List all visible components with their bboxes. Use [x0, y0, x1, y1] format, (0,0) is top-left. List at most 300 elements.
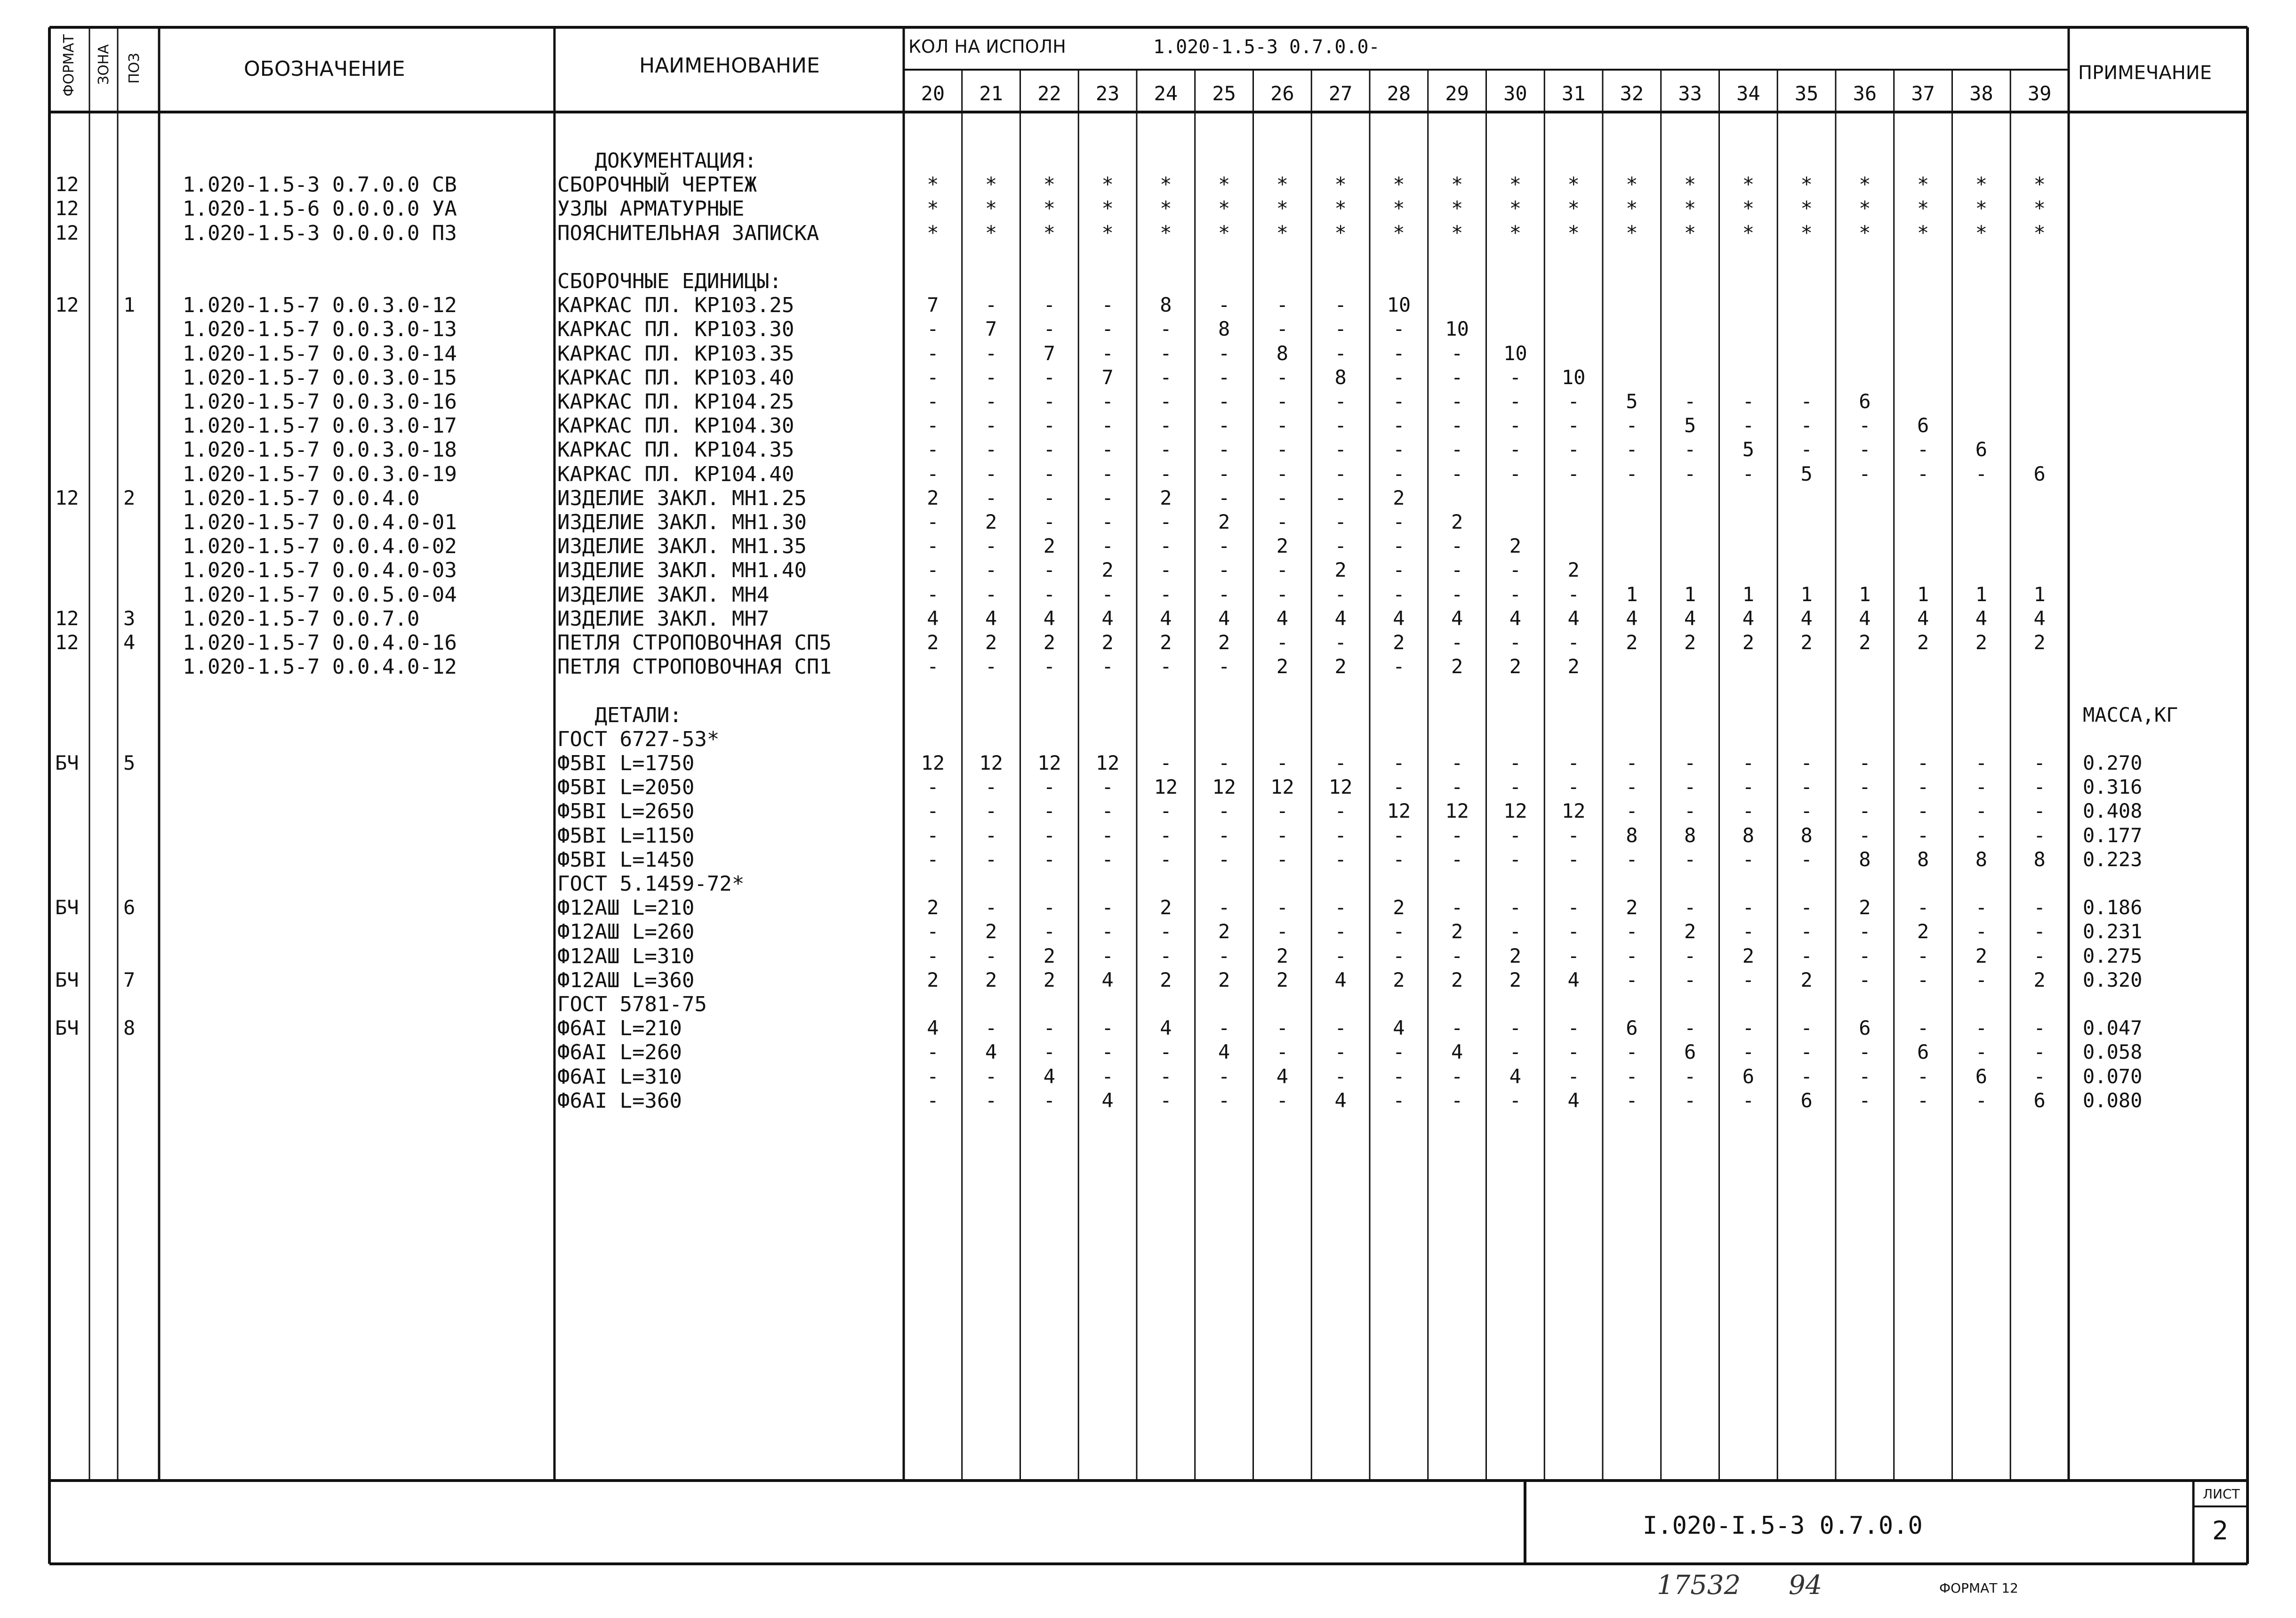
qty-cell: 2: [927, 631, 939, 654]
qty-cell: -: [985, 1088, 997, 1112]
handwritten-number: 17532: [1657, 1570, 1741, 1601]
row-name: СБОРОЧНЫЙ ЧЕРТЕЖ: [557, 173, 757, 197]
row-position: 5: [123, 751, 136, 774]
row-name: Ф12АШ L=210: [557, 896, 695, 920]
qty-cell: *: [1567, 197, 1580, 220]
qty-cell: *: [985, 221, 997, 244]
row-format: 12: [55, 293, 79, 317]
qty-cell: -: [1917, 799, 1929, 823]
row-designation: 1.020-1.5-3 0.0.0.0 ПЗ: [183, 221, 457, 245]
qty-cell: -: [1859, 968, 1871, 991]
qty-cell: 2: [2033, 631, 2046, 654]
row-name: ПОЯСНИТЕЛЬНАЯ ЗАПИСКА: [557, 221, 819, 245]
qty-cell: -: [927, 390, 939, 413]
qty-cell: -: [1509, 631, 1522, 654]
qty-cell: -: [1509, 1040, 1522, 1064]
qty-cell: 4: [1859, 606, 1871, 630]
qty-cell: 2: [1043, 944, 1056, 967]
row-name: Ф5ВI L=1750: [557, 751, 695, 775]
qty-cell: *: [1742, 197, 1755, 220]
qty-cell: -: [1276, 390, 1289, 413]
qty-cell: 2: [1684, 631, 1696, 654]
qty-cell: -: [985, 486, 997, 509]
qty-cell: -: [1276, 799, 1289, 823]
qty-cell: *: [1393, 197, 1405, 220]
variant-header: 24: [1154, 82, 1178, 105]
qty-cell: 2: [1276, 534, 1289, 558]
qty-cell: 2: [1451, 655, 1463, 678]
qty-cell: 2: [1043, 631, 1056, 654]
qty-cell: -: [1101, 462, 1114, 485]
qty-cell: -: [1393, 341, 1405, 365]
row-note: 0.058: [2083, 1040, 2143, 1064]
qty-cell: -: [1218, 341, 1230, 365]
qty-cell: -: [1800, 1040, 1813, 1064]
qty-cell: -: [985, 390, 997, 413]
qty-cell: -: [1509, 775, 1522, 799]
qty-cell: -: [1160, 582, 1172, 606]
qty-cell: 12: [1445, 799, 1469, 823]
qty-cell: -: [1043, 655, 1056, 678]
qty-cell: -: [1043, 775, 1056, 799]
qty-cell: 2: [1334, 558, 1347, 582]
row-designation: 1.020-1.5-7 0.0.3.0-12: [183, 293, 457, 318]
qty-cell: -: [985, 655, 997, 678]
qty-cell: -: [1451, 558, 1463, 582]
qty-cell: -: [1917, 438, 1929, 461]
row-name: КАРКАС ПЛ. КР104.40: [557, 462, 795, 486]
qty-cell: *: [1160, 173, 1172, 196]
qty-cell: -: [1276, 920, 1289, 943]
qty-cell: 10: [1445, 317, 1469, 341]
qty-cell: -: [1043, 486, 1056, 509]
qty-cell: 8: [1917, 847, 1929, 871]
row-position: 6: [123, 896, 136, 919]
row-name: Ф5ВI L=1150: [557, 823, 695, 848]
qty-cell: -: [1509, 847, 1522, 871]
qty-cell: 8: [1800, 823, 1813, 847]
qty-cell: 4: [1975, 606, 1988, 630]
qty-cell: -: [1684, 968, 1696, 991]
qty-cell: -: [1043, 414, 1056, 437]
qty-cell: -: [1509, 920, 1522, 943]
qty-cell: 12: [1328, 775, 1353, 799]
header-zone: ЗОНА: [96, 44, 112, 85]
qty-cell: -: [927, 1064, 939, 1088]
qty-cell: -: [1218, 799, 1230, 823]
qty-cell: -: [1975, 896, 1988, 919]
qty-cell: *: [1218, 221, 1230, 244]
row-designation: 1.020-1.5-7 0.0.4.0-16: [183, 631, 457, 655]
qty-cell: -: [1859, 823, 1871, 847]
qty-cell: 4: [1917, 606, 1929, 630]
qty-cell: -: [1043, 1016, 1056, 1040]
qty-cell: -: [1567, 847, 1580, 871]
qty-cell: -: [1567, 920, 1580, 943]
qty-cell: -: [927, 582, 939, 606]
qty-cell: -: [927, 775, 939, 799]
qty-cell: *: [1626, 197, 1638, 220]
qty-cell: -: [985, 558, 997, 582]
qty-cell: -: [1742, 1016, 1755, 1040]
qty-cell: -: [985, 438, 997, 461]
row-note: 0.080: [2083, 1088, 2143, 1112]
qty-cell: 6: [2033, 1088, 2046, 1112]
qty-cell: -: [1859, 799, 1871, 823]
row-name: ИЗДЕЛИЕ ЗАКЛ. МН7: [557, 606, 770, 631]
qty-cell: *: [1276, 197, 1289, 220]
qty-cell: -: [1917, 1088, 1929, 1112]
qty-cell: -: [985, 365, 997, 389]
row-designation: 1.020-1.5-7 0.0.7.0: [183, 606, 420, 631]
qty-cell: -: [1334, 486, 1347, 509]
qty-cell: *: [1859, 197, 1871, 220]
qty-cell: -: [1276, 414, 1289, 437]
qty-cell: 2: [1626, 896, 1638, 919]
variant-header: 29: [1445, 82, 1469, 105]
qty-cell: -: [1451, 1064, 1463, 1088]
variant-header: 33: [1678, 82, 1702, 105]
qty-cell: *: [1218, 197, 1230, 220]
qty-cell: 2: [1917, 631, 1929, 654]
qty-cell: 1: [2033, 582, 2046, 606]
qty-cell: 6: [1917, 414, 1929, 437]
qty-cell: -: [1975, 823, 1988, 847]
qty-cell: -: [1160, 823, 1172, 847]
qty-cell: -: [1218, 1064, 1230, 1088]
qty-cell: *: [1917, 221, 1929, 244]
row-position: 3: [123, 606, 136, 630]
qty-cell: 8: [1626, 823, 1638, 847]
qty-cell: 4: [1218, 606, 1230, 630]
qty-cell: -: [1334, 293, 1347, 317]
qty-cell: -: [1567, 823, 1580, 847]
qty-cell: -: [1218, 414, 1230, 437]
qty-cell: 5: [1684, 414, 1696, 437]
qty-cell: -: [1684, 751, 1696, 774]
qty-cell: -: [1567, 438, 1580, 461]
qty-cell: *: [1800, 197, 1813, 220]
qty-cell: -: [1160, 1040, 1172, 1064]
sheet-label: ЛИСТ: [2203, 1486, 2240, 1502]
variant-header: 25: [1212, 82, 1236, 105]
row-name: ДОКУМЕНТАЦИЯ:: [557, 149, 757, 173]
qty-cell: *: [2033, 221, 2046, 244]
row-name: Ф6АI L=310: [557, 1064, 682, 1089]
qty-cell: -: [1393, 920, 1405, 943]
qty-cell: *: [1742, 221, 1755, 244]
qty-cell: -: [2033, 751, 2046, 774]
row-format: БЧ: [55, 751, 79, 774]
row-note: 0.408: [2083, 799, 2143, 823]
row-name: ГОСТ 5.1459-72*: [557, 872, 745, 896]
qty-cell: *: [1451, 173, 1463, 196]
qty-cell: -: [1451, 847, 1463, 871]
row-name: ДЕТАЛИ:: [557, 703, 682, 727]
qty-cell: 10: [1503, 341, 1527, 365]
row-name: Ф6АI L=260: [557, 1040, 682, 1065]
qty-cell: 4: [1451, 606, 1463, 630]
qty-cell: -: [1393, 510, 1405, 533]
qty-cell: *: [1160, 197, 1172, 220]
qty-cell: -: [1393, 1064, 1405, 1088]
row-format: БЧ: [55, 1016, 79, 1040]
qty-cell: 12: [979, 751, 1003, 774]
qty-cell: -: [1218, 582, 1230, 606]
qty-cell: 6: [1859, 1016, 1871, 1040]
variant-header: 23: [1095, 82, 1120, 105]
row-name: ГОСТ 5781-75: [557, 992, 707, 1016]
qty-cell: -: [1626, 775, 1638, 799]
qty-cell: *: [1043, 197, 1056, 220]
qty-cell: 4: [1101, 968, 1114, 991]
qty-cell: -: [985, 1064, 997, 1088]
qty-cell: -: [1626, 1064, 1638, 1088]
row-name: КАРКАС ПЛ. КР104.25: [557, 390, 795, 414]
qty-cell: -: [1626, 462, 1638, 485]
qty-cell: 2: [1160, 968, 1172, 991]
qty-cell: 2: [1218, 968, 1230, 991]
qty-cell: 12: [1154, 775, 1178, 799]
qty-cell: -: [1800, 920, 1813, 943]
qty-cell: -: [1101, 317, 1114, 341]
qty-cell: *: [1101, 173, 1114, 196]
row-name: СБОРОЧНЫЕ ЕДИНИЦЫ:: [557, 269, 782, 293]
qty-cell: -: [1393, 823, 1405, 847]
qty-cell: 4: [1218, 1040, 1230, 1064]
qty-cell: 5: [1626, 390, 1638, 413]
qty-cell: -: [1626, 414, 1638, 437]
qty-cell: -: [985, 1016, 997, 1040]
qty-cell: 6: [1859, 390, 1871, 413]
header-designation: ОБОЗНАЧЕНИЕ: [244, 57, 405, 81]
qty-cell: -: [1917, 1064, 1929, 1088]
qty-cell: -: [1393, 582, 1405, 606]
variant-header: 39: [2027, 82, 2052, 105]
qty-cell: *: [1334, 173, 1347, 196]
qty-cell: -: [1626, 968, 1638, 991]
header-pos: ПОЗ: [126, 53, 143, 84]
qty-cell: 4: [2033, 606, 2046, 630]
qty-cell: -: [2033, 1040, 2046, 1064]
qty-cell: -: [1101, 414, 1114, 437]
qty-cell: -: [1451, 1016, 1463, 1040]
row-name: КАРКАС ПЛ. КР103.40: [557, 365, 795, 390]
qty-cell: -: [927, 438, 939, 461]
qty-cell: -: [1626, 438, 1638, 461]
qty-cell: *: [927, 221, 939, 244]
row-name: Ф12АШ L=360: [557, 968, 695, 992]
format-note: ФОРМАТ 12: [1939, 1580, 2018, 1596]
qty-cell: -: [1393, 534, 1405, 558]
qty-cell: -: [1684, 775, 1696, 799]
qty-cell: -: [1218, 896, 1230, 919]
qty-cell: 8: [1742, 823, 1755, 847]
qty-cell: 6: [2033, 462, 2046, 485]
row-position: 7: [123, 968, 136, 991]
qty-cell: 4: [1334, 1088, 1347, 1112]
qty-cell: -: [1975, 751, 1988, 774]
qty-cell: -: [1393, 438, 1405, 461]
variant-header: 30: [1503, 82, 1527, 105]
qty-cell: -: [1101, 341, 1114, 365]
qty-cell: 2: [1509, 968, 1522, 991]
row-position: 8: [123, 1016, 136, 1040]
qty-cell: -: [1276, 582, 1289, 606]
qty-cell: -: [1334, 1064, 1347, 1088]
qty-cell: *: [1742, 173, 1755, 196]
qty-cell: -: [1742, 1088, 1755, 1112]
qty-cell: 2: [1975, 631, 1988, 654]
qty-cell: -: [1218, 655, 1230, 678]
qty-cell: -: [1626, 920, 1638, 943]
qty-cell: -: [1626, 799, 1638, 823]
qty-cell: 7: [1043, 341, 1056, 365]
qty-cell: 12: [1212, 775, 1236, 799]
qty-cell: -: [1043, 823, 1056, 847]
row-position: 1: [123, 293, 136, 317]
header-note: ПРИМЕЧАНИЕ: [2078, 62, 2212, 84]
qty-cell: -: [1276, 462, 1289, 485]
qty-cell: *: [1451, 197, 1463, 220]
qty-cell: -: [1509, 1088, 1522, 1112]
qty-cell: 8: [1218, 317, 1230, 341]
qty-cell: 2: [1160, 896, 1172, 919]
qty-cell: -: [927, 920, 939, 943]
qty-cell: 2: [1567, 655, 1580, 678]
qty-cell: -: [1975, 1040, 1988, 1064]
qty-cell: *: [927, 173, 939, 196]
qty-cell: -: [1276, 751, 1289, 774]
qty-cell: -: [1451, 823, 1463, 847]
qty-cell: -: [1509, 1016, 1522, 1040]
row-designation: 1.020-1.5-7 0.0.3.0-17: [183, 414, 457, 438]
qty-cell: -: [1334, 414, 1347, 437]
qty-cell: -: [1626, 847, 1638, 871]
row-format: 12: [55, 631, 79, 654]
variant-header: 35: [1794, 82, 1819, 105]
qty-cell: -: [1509, 558, 1522, 582]
qty-cell: 8: [2033, 847, 2046, 871]
qty-cell: -: [1334, 847, 1347, 871]
qty-cell: *: [1684, 221, 1696, 244]
qty-cell: 2: [2033, 968, 2046, 991]
qty-cell: -: [1742, 751, 1755, 774]
qty-cell: -: [927, 558, 939, 582]
qty-cell: 4: [1043, 1064, 1056, 1088]
qty-cell: -: [1742, 920, 1755, 943]
qty-cell: -: [1975, 799, 1988, 823]
qty-cell: -: [1276, 486, 1289, 509]
qty-cell: -: [1101, 1040, 1114, 1064]
qty-cell: -: [1334, 462, 1347, 485]
qty-cell: -: [1101, 655, 1114, 678]
qty-cell: 2: [1218, 631, 1230, 654]
qty-cell: -: [1742, 414, 1755, 437]
qty-cell: 6: [1800, 1088, 1813, 1112]
qty-cell: -: [1684, 462, 1696, 485]
qty-cell: -: [1684, 1016, 1696, 1040]
qty-cell: 2: [1043, 968, 1056, 991]
qty-cell: 2: [1742, 631, 1755, 654]
qty-cell: -: [1975, 462, 1988, 485]
qty-cell: *: [1859, 173, 1871, 196]
row-format: 12: [55, 173, 79, 196]
qty-cell: -: [1334, 631, 1347, 654]
variant-header: 22: [1037, 82, 1061, 105]
qty-cell: -: [1451, 414, 1463, 437]
qty-cell: 2: [1684, 920, 1696, 943]
row-name: ИЗДЕЛИЕ ЗАКЛ. МН4: [557, 582, 770, 607]
qty-cell: 4: [1742, 606, 1755, 630]
variant-header: 27: [1328, 82, 1353, 105]
qty-cell: -: [985, 823, 997, 847]
row-designation: 1.020-1.5-7 0.0.5.0-04: [183, 582, 457, 607]
qty-cell: -: [1160, 847, 1172, 871]
row-designation: 1.020-1.5-7 0.0.3.0-18: [183, 438, 457, 462]
qty-cell: -: [927, 1088, 939, 1112]
qty-cell: 12: [1503, 799, 1527, 823]
qty-cell: -: [1160, 799, 1172, 823]
qty-cell: -: [1160, 510, 1172, 533]
qty-cell: -: [1859, 1088, 1871, 1112]
row-designation: 1.020-1.5-7 0.0.4.0-01: [183, 510, 457, 534]
qty-cell: 6: [1742, 1064, 1755, 1088]
row-note: 0.275: [2083, 944, 2143, 967]
qty-cell: -: [1975, 1088, 1988, 1112]
qty-cell: 2: [927, 896, 939, 919]
row-name: Ф6АI L=210: [557, 1016, 682, 1041]
qty-cell: -: [1160, 1064, 1172, 1088]
qty-cell: 12: [1095, 751, 1120, 774]
qty-cell: -: [1334, 534, 1347, 558]
qty-cell: -: [1276, 847, 1289, 871]
qty-cell: -: [927, 414, 939, 437]
qty-cell: -: [1859, 1040, 1871, 1064]
qty-cell: -: [1626, 751, 1638, 774]
qty-cell: -: [1742, 968, 1755, 991]
qty-cell: 2: [1800, 631, 1813, 654]
qty-cell: -: [1917, 944, 1929, 967]
qty-cell: -: [927, 799, 939, 823]
qty-cell: -: [1043, 582, 1056, 606]
qty-cell: 4: [1509, 606, 1522, 630]
qty-cell: *: [1567, 173, 1580, 196]
qty-cell: -: [1975, 920, 1988, 943]
qty-cell: -: [1101, 896, 1114, 919]
qty-cell: -: [1043, 896, 1056, 919]
row-name: ИЗДЕЛИЕ ЗАКЛ. МН1.40: [557, 558, 807, 583]
qty-cell: -: [1043, 1040, 1056, 1064]
qty-cell: 2: [1160, 486, 1172, 509]
row-name: ИЗДЕЛИЕ ЗАКЛ. МН1.25: [557, 486, 807, 510]
qty-cell: -: [2033, 920, 2046, 943]
qty-cell: *: [1101, 197, 1114, 220]
qty-cell: -: [1043, 558, 1056, 582]
qty-cell: 4: [1101, 606, 1114, 630]
qty-cell: 2: [985, 968, 997, 991]
qty-cell: -: [1800, 390, 1813, 413]
row-name: ПЕТЛЯ СТРОПОВОЧНАЯ СП5: [557, 631, 832, 655]
qty-cell: -: [1917, 896, 1929, 919]
qty-cell: -: [1101, 438, 1114, 461]
qty-cell: 8: [1276, 341, 1289, 365]
qty-cell: -: [1567, 582, 1580, 606]
qty-cell: -: [1626, 1088, 1638, 1112]
qty-cell: *: [1043, 221, 1056, 244]
qty-cell: -: [1859, 438, 1871, 461]
qty-cell: *: [2033, 197, 2046, 220]
